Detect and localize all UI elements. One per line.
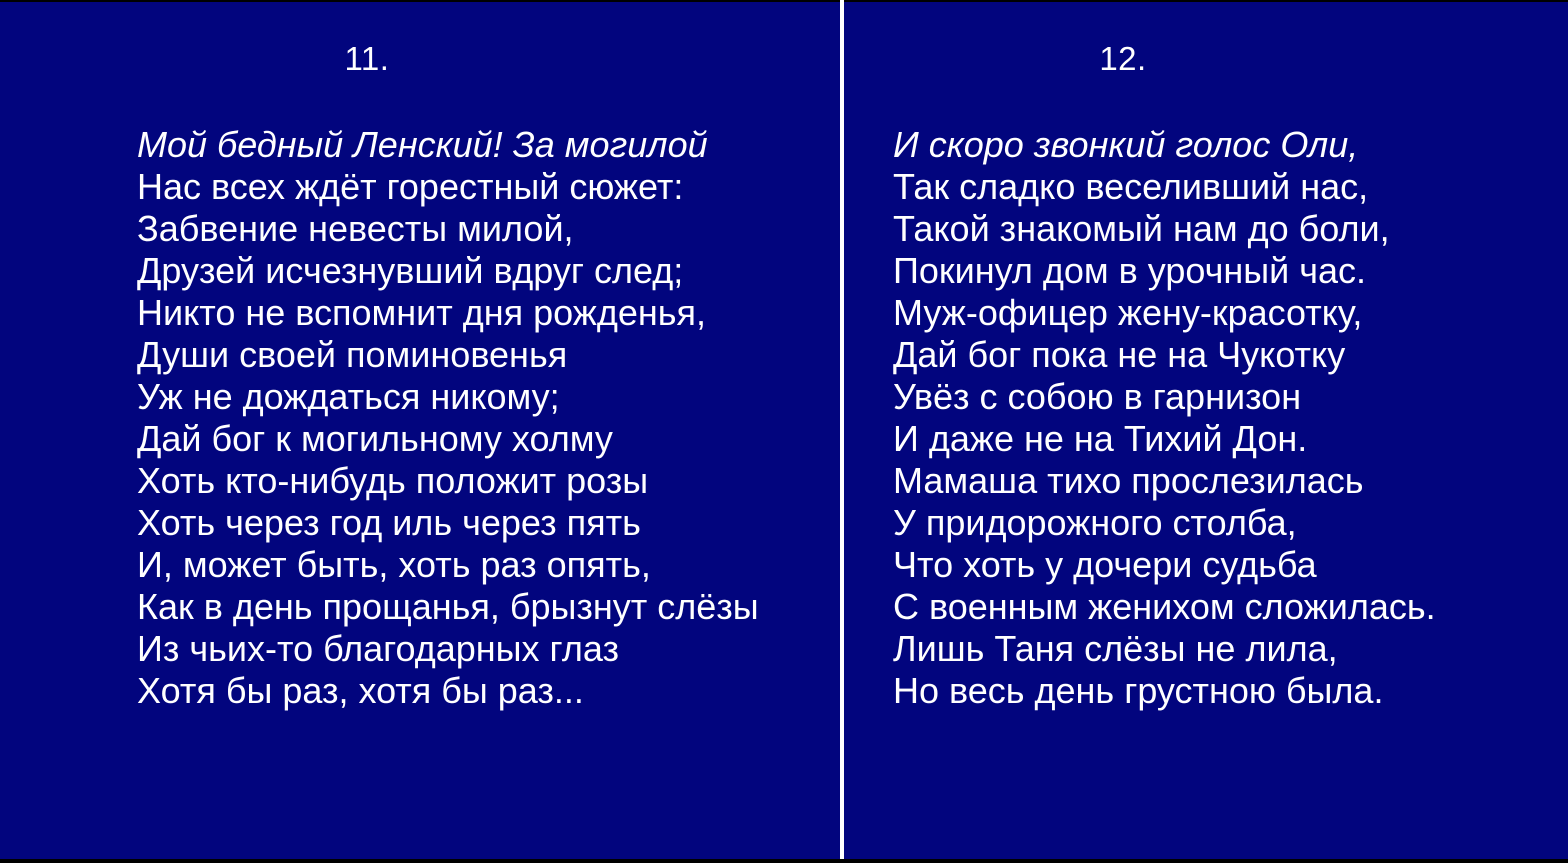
poem-line: Увёз с собою в гарнизон — [893, 376, 1302, 417]
poem-line: Из чьих-то благодарных глаз — [137, 628, 619, 669]
slide-12-panel — [844, 0, 1568, 863]
poem-line: Хотя бы раз, хотя бы раз... — [137, 670, 584, 711]
poem-line: Мамаша тихо прослезилась — [893, 460, 1364, 501]
poem-line: Но весь день грустною была. — [893, 670, 1384, 711]
poem-line: Души своей поминовенья — [137, 334, 568, 375]
poem-line: Дай бог пока не на Чукотку — [893, 334, 1346, 375]
slide-bottom-border — [0, 859, 1568, 863]
poem-line: И даже не на Тихий Дон. — [893, 418, 1308, 459]
poem-line: У придорожного столба, — [893, 502, 1297, 543]
poem-line: С военным женихом сложилась. — [893, 586, 1436, 627]
slide-number-11: 11. — [344, 40, 390, 77]
poem-line: И скоро звонкий голос Оли, — [893, 124, 1359, 165]
poem-line: И, может быть, хоть раз опять, — [137, 544, 651, 585]
poem-line: Никто не вспомнит дня рожденья, — [137, 292, 707, 333]
poem-line: Забвение невесты милой, — [137, 208, 574, 249]
poem-line: Дай бог к могильному холму — [137, 418, 613, 459]
poem-line: Хоть через год иль через пять — [137, 502, 641, 543]
poem-line: Друзей исчезнувший вдруг след; — [137, 250, 684, 291]
poem-line: Муж-офицер жену-красотку, — [893, 292, 1363, 333]
poem-line: Покинул дом в урочный час. — [893, 250, 1367, 291]
poem-stanza-12 — [893, 124, 1436, 712]
poem-line: Так сладко веселивший нас, — [893, 166, 1369, 207]
poem-line: Что хоть у дочери судьба — [893, 544, 1317, 585]
poem-line: Уж не дождаться никому; — [137, 376, 560, 417]
poem-line: Хоть кто-нибудь положит розы — [137, 460, 649, 501]
poem-line: Такой знакомый нам до боли, — [893, 208, 1390, 249]
slide-number-12: 12. — [1099, 40, 1147, 77]
poem-line: Мой бедный Ленский! За могилой — [137, 124, 708, 165]
poem-line: Лишь Таня слёзы не лила, — [893, 628, 1338, 669]
poem-stanza-11 — [137, 124, 759, 712]
poem-line: Как в день прощанья, брызнут слёзы — [137, 586, 759, 627]
poem-line: Нас всех ждёт горестный сюжет: — [137, 166, 684, 207]
